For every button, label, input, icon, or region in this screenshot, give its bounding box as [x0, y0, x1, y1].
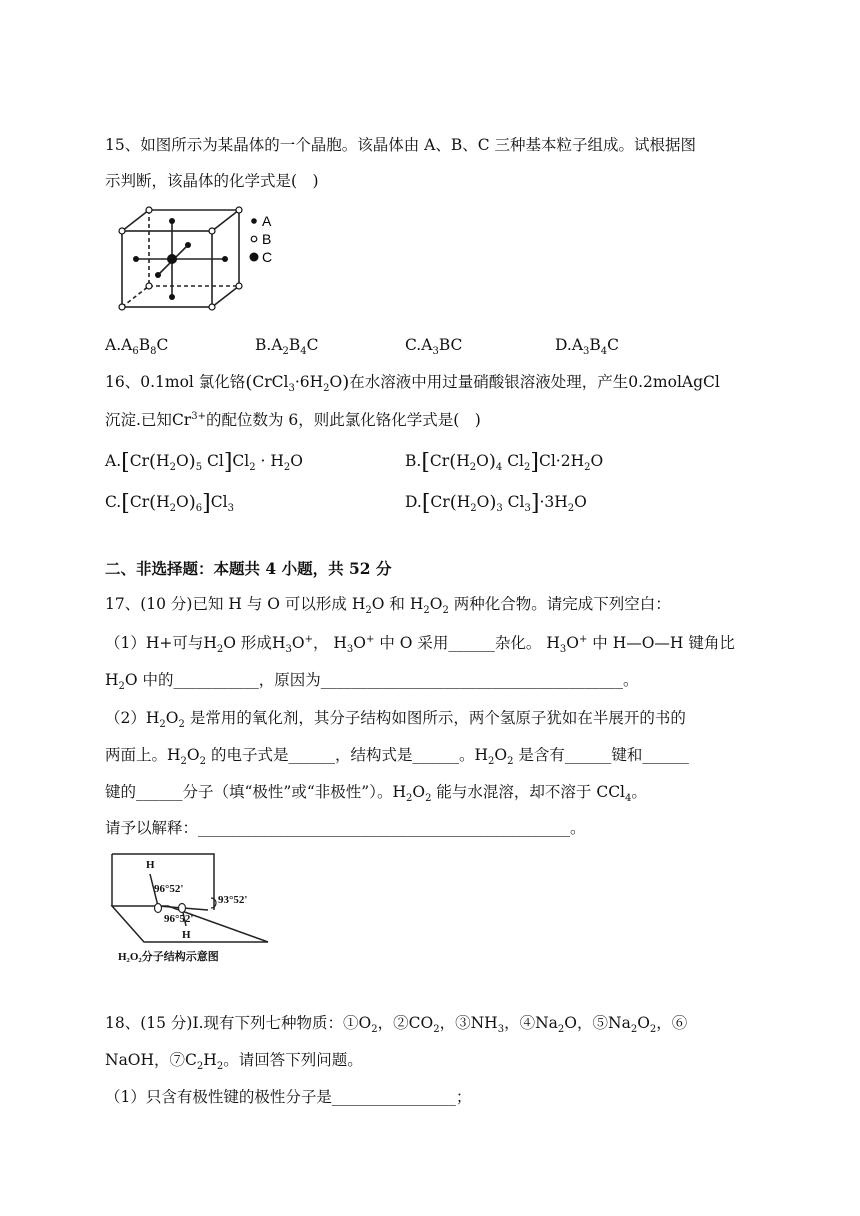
- q16-line1: 16、0.1mol 氯化铬$(CrCl_3\cdot 6H_2O)$在水溶液中用过量硝酸银溶液处理，产生0.2molAgCl: [105, 372, 720, 395]
- q18-line2: NaOH，$⑦C_2H_2$。请回答下列问题。: [105, 1051, 363, 1073]
- section-title: 二、非选择题：本题共 4 小题，共 52 分: [105, 559, 392, 578]
- h2o2-structure-figure: [108, 850, 278, 965]
- q16-option-a[interactable]: $A.[Cr(H_2O)_5$ $Cl]Cl_2 \cdot H_2O$: [105, 450, 304, 475]
- q17-part1-line2: $H_2O$ 中的___________，原因为_______________________________________。: [105, 671, 639, 693]
- q15-option-a[interactable]: $A.A_6B_8C$: [105, 336, 169, 358]
- q16-option-d[interactable]: $D.[Cr(H_2O)_3$ $Cl_3]\cdot 3H_2O$: [405, 491, 587, 516]
- legend-a: A: [262, 213, 272, 229]
- q15-option-b[interactable]: $B.A_2B_4C$: [255, 336, 319, 358]
- crystal-cell-figure: [112, 205, 292, 317]
- q15-option-d[interactable]: $D.A_3B_4C$: [555, 336, 620, 358]
- legend-b: B: [262, 231, 272, 247]
- figure-caption: H₂O₂分子结构示意图: [118, 951, 219, 963]
- q17-part2-line3: 键的______分子（填“极性”或“非极性”）。$H_2O_2$ 能与水混溶，却不溶于 CCl$_4$。: [105, 783, 647, 805]
- q17-part2-line2: 两面上。$H_2O_2$ 的电子式是______，结构式是______。$H_2O_2$ 是含有______键和______: [105, 746, 689, 768]
- q16-option-c[interactable]: $C.[Cr(H_2O)_6]Cl_3$: [105, 491, 234, 516]
- q18-line1: 18、(15 分)Ⅰ.现有下列七种物质：$①O_2$，$②CO_2$，$③NH_3$，$④Na_2O$，$⑤Na_2O_2$，⑥: [105, 1014, 688, 1036]
- q18-part1: （1）只含有极性键的极性分子是________________；: [105, 1088, 472, 1106]
- q15-line1: 15、如图所示为某晶体的一个晶胞。该晶体由 A、B、C 三种基本粒子组成。试根据图: [105, 136, 697, 154]
- h-label-bottom: H: [182, 929, 191, 941]
- q16-line2: 沉淀.已知$Cr^{3+}$的配位数为 6，则此氯化铬化学式是( ): [105, 410, 481, 429]
- q15-line2: 示判断，该晶体的化学式是( ): [105, 172, 319, 190]
- q15-option-c[interactable]: $C.A_3BC$: [405, 336, 463, 358]
- legend-c: C: [262, 249, 273, 265]
- q16-option-b[interactable]: $B.[Cr(H_2O)_4$ $Cl_2]Cl\cdot 2H_2O$: [405, 450, 604, 475]
- q17-part1-line1: （1）H+可与$H_2O$ 形成$H_3O^+$， $H_3O^+$ 中 O 采用______杂化。 $H_3O^+$ 中 H—O—H 键角比: [105, 633, 735, 656]
- q17-part2-line1: $(2)H_2O_2$ 是常用的氧化剂，其分子结构如图所示，两个氢原子犹如在半展开的书的: [105, 709, 686, 731]
- angle-label-3: 96°52': [164, 913, 194, 925]
- h-label-top: H: [146, 859, 155, 871]
- angle-label-1: 96°52': [154, 883, 184, 895]
- q17-head: 17、(10 分)已知 H 与 O 可以形成 $H_2O$ 和 $H_2O_2$ 两种化合物。请完成下列空白：: [105, 595, 671, 617]
- angle-label-2: 93°52': [218, 894, 248, 906]
- q17-part2-line4: 请予以解释：________________________________________________。: [105, 819, 586, 837]
